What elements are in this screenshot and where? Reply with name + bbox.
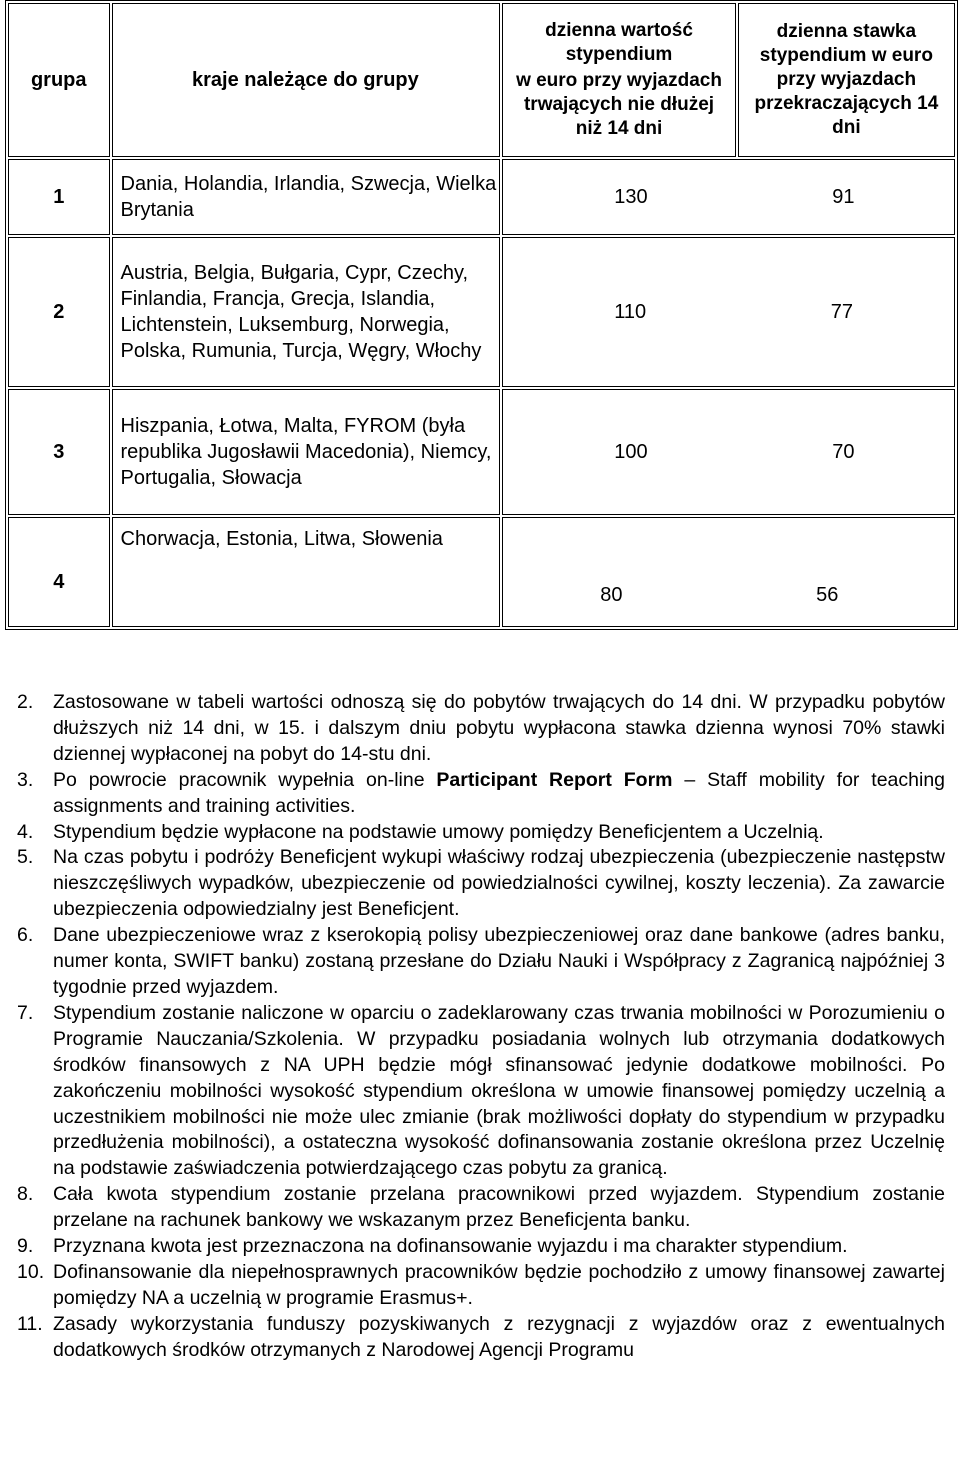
group-number: 3 — [8, 389, 110, 515]
note-item — [17, 768, 945, 820]
note-item — [17, 1182, 945, 1234]
header-short-stay — [502, 3, 735, 157]
group-countries: Hiszpania, Łotwa, Malta, FYROM (była republika Jugosławii Macedonia), Niemcy, Portugalia, Słowacja — [112, 389, 501, 515]
note-text: Po powrocie pracownik wypełnia on-line — [53, 768, 437, 791]
rate-cell — [502, 517, 955, 627]
rate-cell — [502, 159, 955, 235]
note-text: Stypendium zostanie naliczone w oparciu o zadeklarowany czas trwania mobilności w Porozumieniu o Programie Nauczania/Szkolenia. W przypadku posiadania wolnych lub otrzymania dodatkowych środków finansowych z NA UPH będzie mógł sfinansować jedynie dodatkowe mobilności. Po zakończeniu mobilności wysokość stypendium określona w umowie finansowej pomiędzy uczelnią a uczestnikiem mobilności nie może ulec zmianie (brak możliwości dopłaty do stypendium w przypadku przedłużenia mobilności), a ostateczna wysokość dofinansowania zostanie określona przez Uczelnię na podstawie zaświadczenia potwierdzającego czas pobytu za granicą. — [53, 1001, 945, 1180]
note-text: Zasady wykorzystania funduszy pozyskiwanych z rezygnacji z wyjazdów oraz z ewentualnych dodatkowych środków otrzymanych z Narodowej Agencji Programu — [53, 1312, 945, 1361]
rate-long-stay: 56 — [816, 583, 839, 606]
rate-long-stay: 77 — [830, 301, 853, 323]
note-number: 9. — [17, 1235, 34, 1258]
note-item — [17, 690, 945, 768]
group-number: 1 — [8, 159, 110, 235]
header-long-stay: dzienna stawka stypendium w euro przy wyjazdach przekraczających 14 dni — [738, 3, 955, 157]
note-item — [17, 845, 945, 923]
table-row — [8, 237, 955, 387]
note-number: 7. — [17, 1001, 34, 1024]
group-countries: Dania, Holandia, Irlandia, Szwecja, Wielka Brytania — [112, 159, 501, 235]
rate-short-stay: 110 — [614, 301, 647, 323]
header-short-stay-line-a: dzienna wartość stypendium — [545, 20, 693, 65]
group-number: 4 — [8, 517, 110, 627]
group-number: 2 — [8, 237, 110, 387]
note-item — [17, 1234, 945, 1260]
note-text-continued: – Staff mobility for teaching assignments and training activities. — [53, 768, 946, 817]
note-number: 6. — [17, 924, 34, 947]
note-text: Cała kwota stypendium zostanie przelana pracownikowi przed wyjazdem. Stypendium zostanie przelane na rachunek bankowy we wskazanym przez Beneficjenta banku. — [53, 1183, 945, 1232]
note-number: 3. — [17, 768, 34, 791]
note-number: 8. — [17, 1183, 34, 1206]
note-number: 5. — [17, 846, 34, 869]
rate-long-stay: 70 — [832, 441, 855, 463]
header-short-stay-line-b: w euro przy wyjazdach trwających nie dłużej niż 14 dni — [516, 70, 722, 139]
group-countries: Austria, Belgia, Bułgaria, Cypr, Czechy, Finlandia, Francja, Grecja, Islandia, Lichtenstein, Luksemburg, Norwegia, Polska, Rumunia, Turcja, Węgry, Włochy — [112, 237, 501, 387]
stipend-rates-table — [5, 0, 958, 630]
note-item — [17, 1260, 945, 1312]
note-text: Dofinansowanie dla niepełnosprawnych pracowników będzie pochodziło z umowy finansowej zawartej pomiędzy NA a uczelnią w programie Erasmus+. — [53, 1260, 945, 1309]
notes-list — [17, 690, 945, 1364]
note-number: 11. — [17, 1312, 43, 1335]
note-item — [17, 820, 945, 846]
table-row — [8, 517, 955, 627]
note-text: Stypendium będzie wypłacone na podstawie umowy pomiędzy Beneficjentem a Uczelnią. — [53, 820, 824, 843]
header-countries: kraje należące do grupy — [112, 3, 501, 157]
table-row — [8, 389, 955, 515]
rate-short-stay: 130 — [614, 186, 648, 208]
rate-short-stay: 100 — [614, 441, 648, 463]
note-number: 10. — [17, 1260, 45, 1283]
note-number: 2. — [17, 691, 34, 713]
note-text: Na czas pobytu i podróży Beneficjent wykupi właściwy rodzaj ubezpieczenia (ubezpieczenie następstw nieszczęśliwych wypadków, ubezpieczenie od powiedzialności cywilnej, koszty leczenia). Za zawarcie ubezpieczenia odpowiedzialny jest Beneficjent. — [53, 846, 945, 921]
note-text: Przyznana kwota jest przeznaczona na dofinansowanie wyjazdu i ma charakter stypendium. — [53, 1235, 848, 1258]
header-group: grupa — [8, 3, 110, 157]
note-item — [17, 1312, 945, 1364]
note-number: 4. — [17, 820, 34, 843]
note-text: Zastosowane w tabeli wartości odnoszą się do pobytów trwających do 14 dni. W przypadku pobytów dłuższych niż 14 dni, w 15. i dalszym dniu pobytu wypłacona stawka dzienna wynosi 70% stawki dziennej wypłaconej na pobyt do 14-stu dni. — [53, 691, 945, 765]
rate-short-stay: 80 — [600, 583, 623, 606]
note-text: Dane ubezpieczeniowe wraz z kserokopią polisy ubezpieczeniowej oraz dane bankowe (adres banku, numer konta, SWIFT banku) zostaną przesłane do Działu Nauki i Współpracy z Zagranicą najpóźniej 3 tygodnie przed wyjazdem. — [53, 924, 945, 998]
rate-long-stay: 91 — [832, 186, 855, 208]
note-item — [17, 1001, 945, 1182]
rate-cell — [502, 237, 955, 387]
table-row — [8, 159, 955, 235]
table-header-row — [8, 3, 955, 157]
note-item — [17, 923, 945, 1001]
rate-cell — [502, 389, 955, 515]
group-countries: Chorwacja, Estonia, Litwa, Słowenia — [112, 517, 501, 627]
participant-report-form-label: Participant Report Form — [436, 768, 673, 791]
